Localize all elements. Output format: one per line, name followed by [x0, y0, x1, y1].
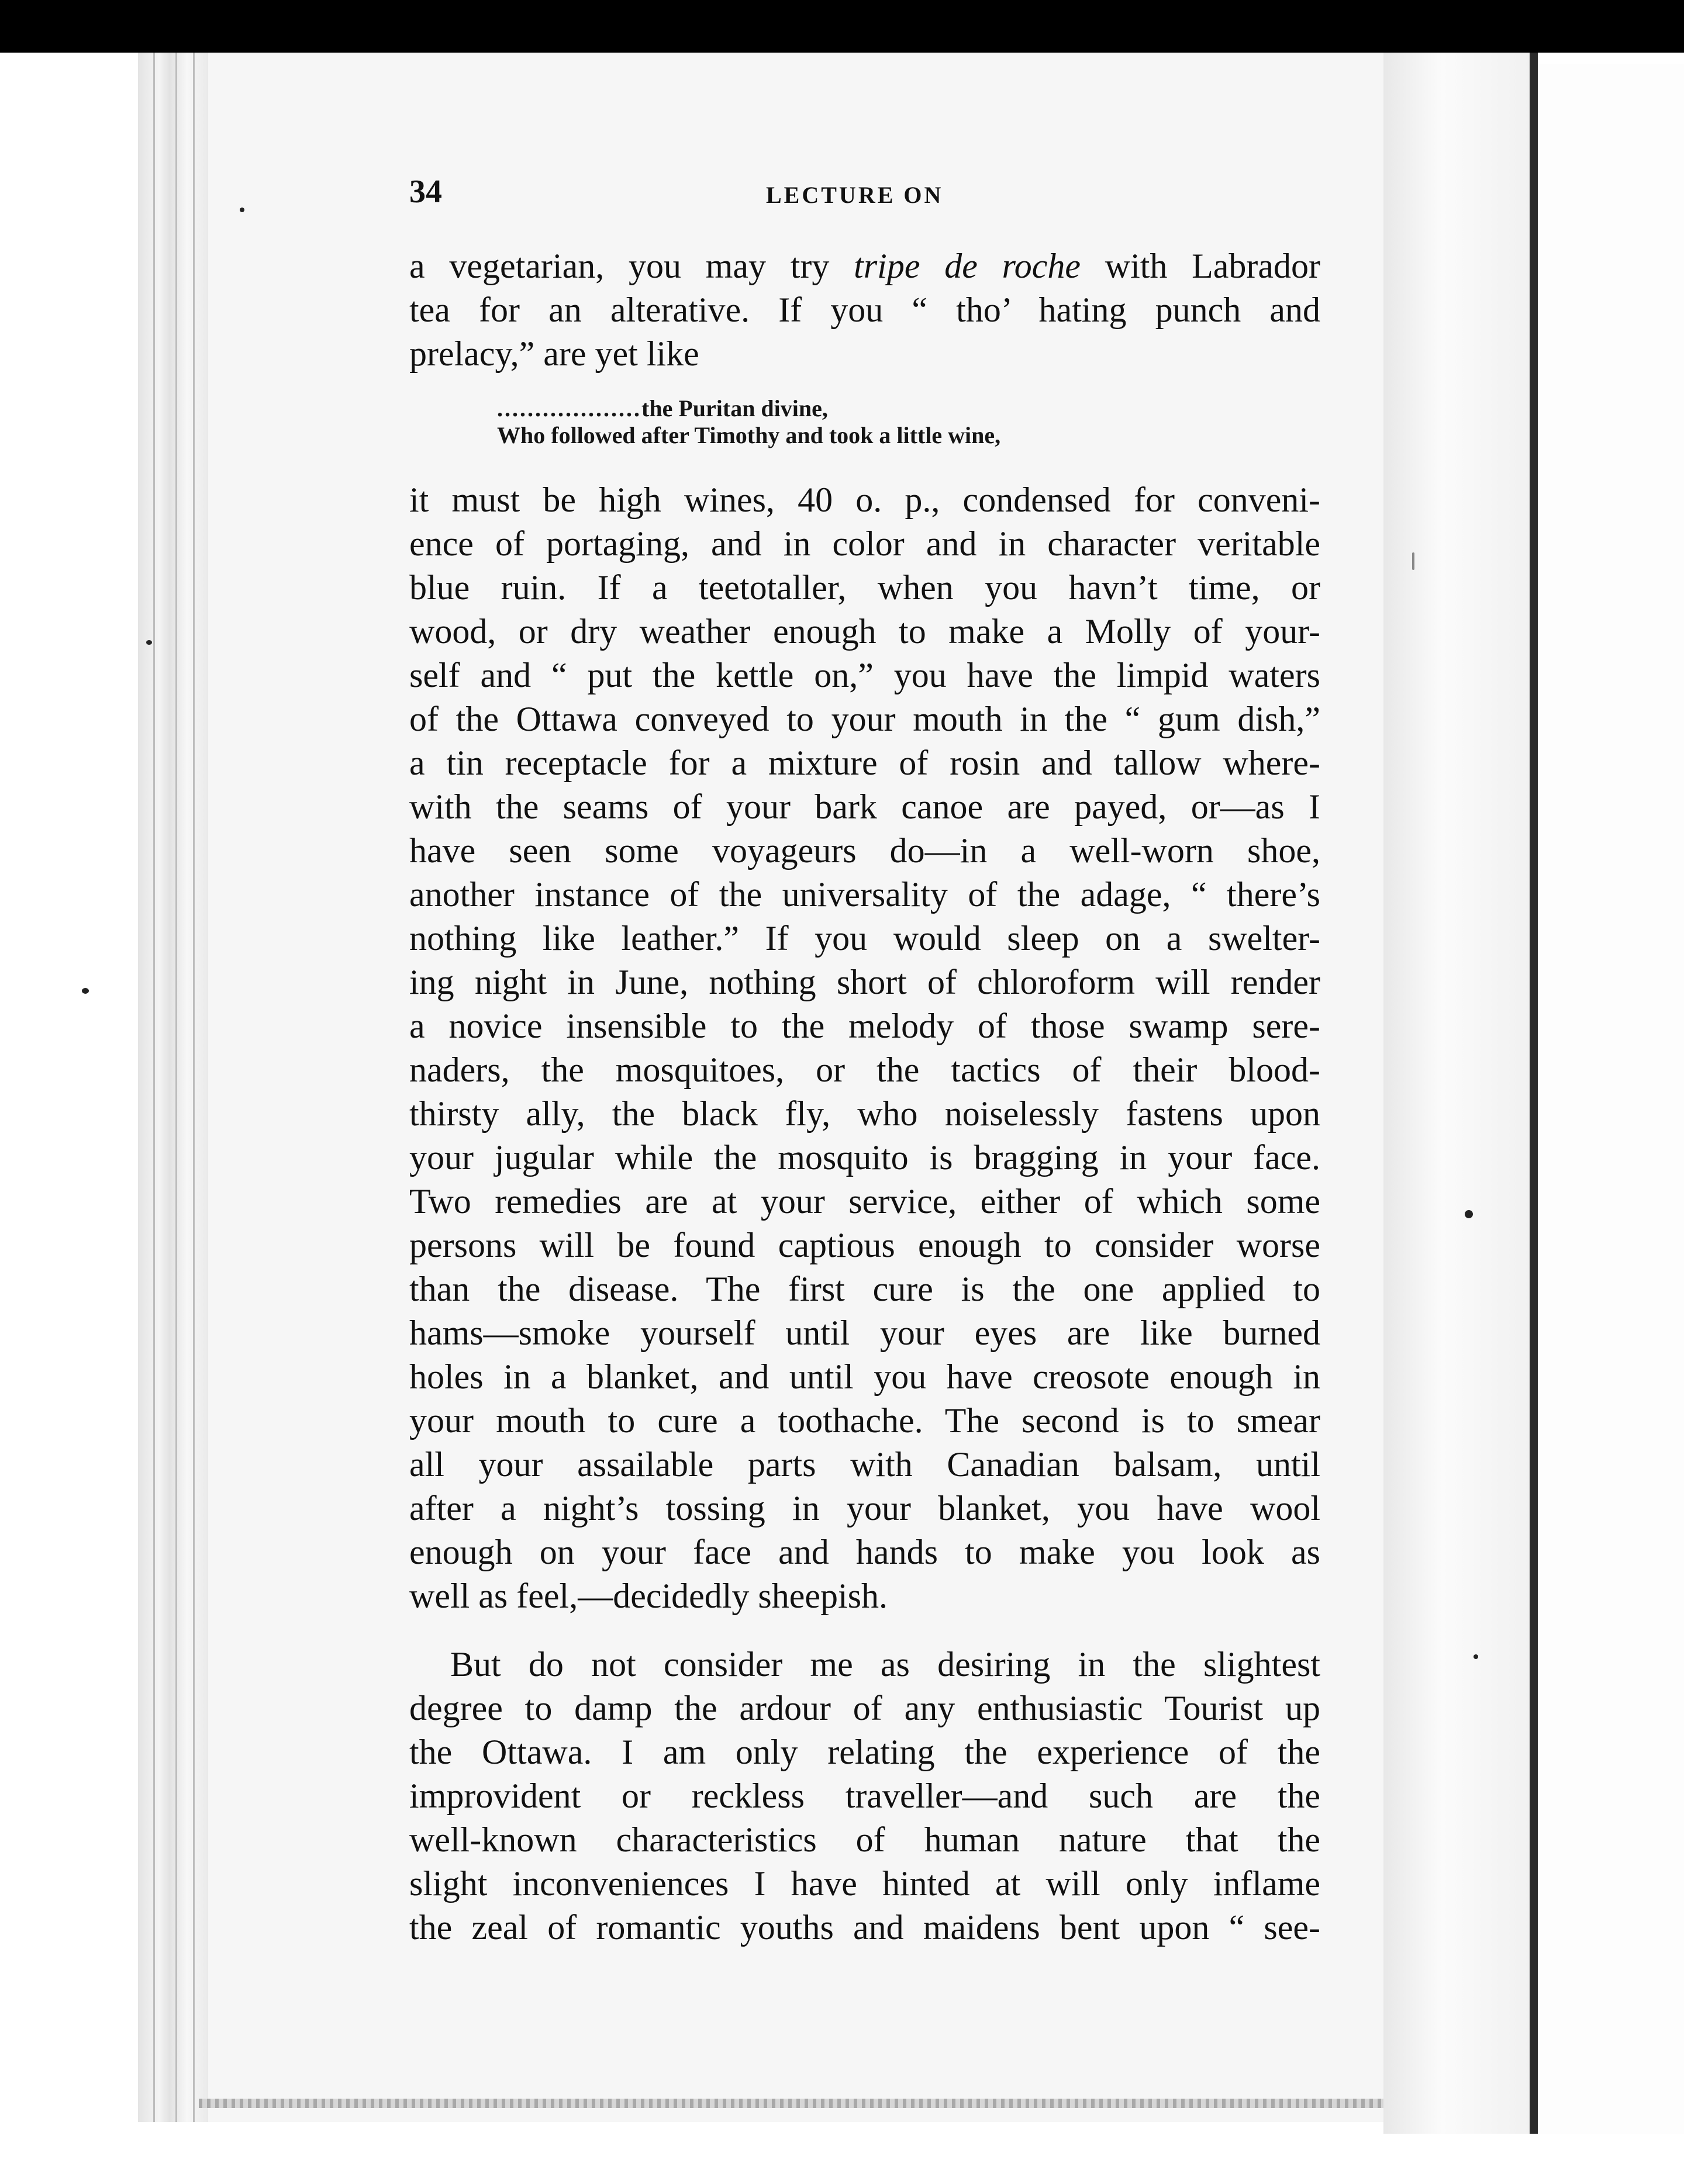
text-line: the zeal of romantic youths and maidens bent upon “ see- — [409, 1908, 1320, 1947]
running-head: LECTURE ON — [766, 182, 944, 208]
text-line: slight inconveniences I have hinted at will only inflame — [409, 1864, 1320, 1903]
text-line: hams—smoke yourself until your eyes are like burned — [409, 1314, 1320, 1352]
paragraph-2 — [409, 478, 1320, 1618]
spine-line — [175, 53, 177, 2122]
text-line: a novice insensible to the melody of those swamp sere- — [409, 1007, 1320, 1045]
dust-speck — [1412, 552, 1414, 570]
spine-line — [193, 53, 195, 2122]
text-line: naders, the mosquitoes, or the tactics of their blood- — [409, 1050, 1320, 1089]
page-number: 34 — [409, 174, 442, 210]
text-line: a tin receptacle for a mixture of rosin and tallow where- — [409, 744, 1320, 782]
book-spine-edge — [138, 53, 208, 2122]
dust-speck — [82, 988, 89, 994]
text-line: ing night in June, nothing short of chloroform will render — [409, 963, 1320, 1001]
text-line: ence of portaging, and in color and in character veritable — [409, 524, 1320, 563]
paragraph-1 — [409, 244, 1320, 376]
text-line: after a night’s tossing in your blanket, you have wool — [409, 1489, 1320, 1528]
text-line: blue ruin. If a teetotaller, when you havn’t time, or — [409, 568, 1320, 607]
text-line: degree to damp the ardour of any enthusiastic Tourist up — [409, 1689, 1320, 1727]
text-line: prelacy,” are yet like — [409, 334, 699, 373]
quote-line: Who followed after Timothy and took a little wine, — [497, 422, 1001, 448]
verse-quote — [497, 395, 1140, 449]
text-line: nothing like leather.” If you would sleep on a swelter- — [409, 919, 1320, 958]
text-line: Two remedies are at your service, either of which some — [409, 1182, 1320, 1221]
dust-speck — [240, 208, 244, 212]
text-line: persons will be found captious enough to consider worse — [409, 1226, 1320, 1264]
text-line: holes in a blanket, and until you have creosote enough in — [409, 1357, 1320, 1396]
text-line: a vegetarian, you may try tripe de roche with Labrador — [409, 247, 1321, 285]
text-line: another instance of the universality of the adage, “ there’s — [409, 875, 1320, 914]
text-line: self and “ put the kettle on,” you have the limpid waters — [409, 656, 1320, 694]
page-gap — [1530, 53, 1538, 2134]
text-line: enough on your face and hands to make you look as — [409, 1533, 1320, 1571]
text-line: with the seams of your bark canoe are payed, or—as I — [409, 787, 1320, 826]
page-bottom-edge — [199, 2099, 1386, 2108]
text-line: your jugular while the mosquito is bragging in your face. — [409, 1138, 1320, 1177]
text-line: it must be high wines, 40 o. p., condensed for conveni- — [409, 481, 1320, 519]
adjacent-page — [1538, 64, 1684, 2134]
text-line: tea for an alterative. If you “ tho’ hating punch and — [409, 291, 1320, 329]
page-fore-edge — [1383, 53, 1530, 2134]
text-line: have seen some voyageurs do—in a well-worn shoe, — [409, 831, 1320, 870]
scan-top-border — [0, 0, 1684, 53]
quote-line: ...................the Puritan divine, — [497, 395, 828, 421]
paragraph-3 — [409, 1643, 1320, 1950]
dust-speck — [146, 640, 152, 645]
text-line: of the Ottawa conveyed to your mouth in the “ gum dish,” — [409, 700, 1320, 738]
text-line: than the disease. The first cure is the one applied to — [409, 1270, 1320, 1308]
text-line: wood, or dry weather enough to make a Molly of your- — [409, 612, 1320, 651]
text-line: well-known characteristics of human nature that the — [409, 1820, 1320, 1859]
dust-speck — [1465, 1210, 1473, 1218]
spine-line — [153, 53, 155, 2122]
text-line: your mouth to cure a toothache. The second is to smear — [409, 1401, 1320, 1440]
quote-ellipsis: ................... — [497, 395, 641, 421]
text-line: well as feel,—decidedly sheepish. — [409, 1577, 888, 1615]
text-line: all your assailable parts with Canadian balsam, until — [409, 1445, 1320, 1484]
text-line: the Ottawa. I am only relating the experience of the — [409, 1733, 1320, 1771]
text-line: But do not consider me as desiring in the slightest — [450, 1645, 1320, 1684]
dust-speck — [1474, 1654, 1478, 1659]
text-line: improvident or reckless traveller—and such are the — [409, 1777, 1320, 1815]
text-line: thirsty ally, the black fly, who noiselessly fastens upon — [409, 1094, 1320, 1133]
page-header — [409, 173, 1320, 220]
italic-phrase: tripe de roche — [854, 247, 1081, 285]
